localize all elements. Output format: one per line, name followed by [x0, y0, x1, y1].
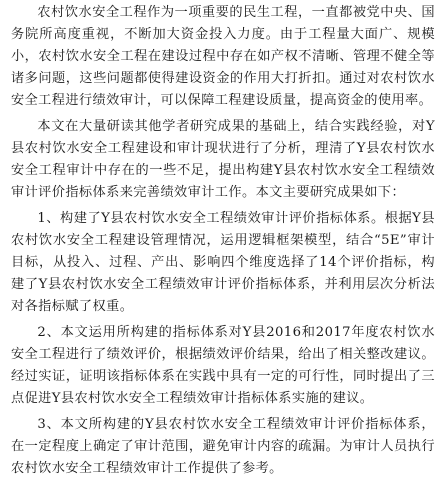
paragraph-result-3: 3、本文所构建的Y县农村饮水安全工程绩效审计评价指标体系，在一定程度上确定了审计范围，避免审计内容的疏漏。为审计人员执行农村饮水安全工程绩效审计工作提供了参考。 — [11, 417, 435, 476]
paragraph-research-overview: 本文在大量研读其他学者研究成果的基础上，结合实践经验，对Y县农村饮水安全工程建设和审计现状进行了分析，理清了Y县农村饮水安全工程审计中存在的一些不足，提出构建Y县农村饮水安全工程绩效审计评价指标体系来完善绩效审计工作。本文主要研究成果如下： — [11, 119, 435, 200]
paragraph-result-2: 2、本文运用所构建的指标体系对Y县2016和2017年度农村饮水安全工程进行了绩效评价，根据绩效评价结果，给出了相关整改建议。经过实证，证明该指标体系在实践中具有一定的可行性，同时提出了三点促进Y县农村饮水安全工程绩效审计指标体系实施的建议。 — [11, 325, 435, 406]
paragraph-result-1: 1、构建了Y县农村饮水安全工程绩效审计评价指标体系。根据Y县农村饮水安全工程建设管理情况，运用逻辑框架模型，结合“5E”审计目标，从投入、过程、产出、影响四个维度选择了14个评价指标，构建了Y县农村饮水安全工程绩效审计评价指标体系，并利用层次分析法对各指标赋了权重。 — [11, 211, 435, 314]
document-body — [11, 2, 435, 480]
paragraph-background: 农村饮水安全工程作为一项重要的民生工程，一直都被党中央、国务院所高度重视，不断加大资金投入力度。由于工程量大面广、规模小，农村饮水安全工程在建设过程中存在如产权不清晰、管理不健全等诸多问题，这些问题都使得建设资金的作用大打折扣。通过对农村饮水安全工程进行绩效审计，可以保障工程建设质量，提高资金的使用率。 — [11, 5, 435, 108]
